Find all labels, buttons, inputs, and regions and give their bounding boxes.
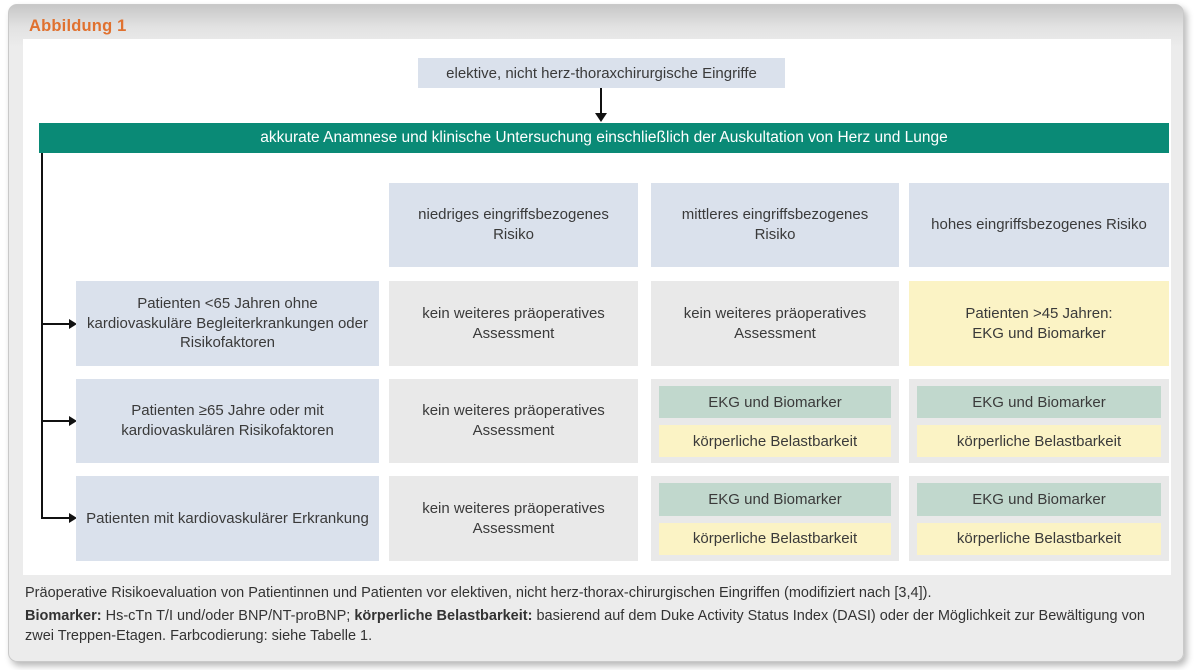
row3-high-risk-cell (909, 476, 1169, 561)
row3-medium-ekg-box: EKG und Biomarker (659, 483, 891, 516)
row2-medium-belastbarkeit-box: körperliche Belastbarkeit (659, 425, 891, 457)
row3-medium-belastbarkeit-box: körperliche Belastbarkeit (659, 523, 891, 556)
anamnesis-banner: akkurate Anamnese und klinische Untersuchung einschließlich der Auskultation von Herz und Lunge (39, 123, 1169, 153)
caption-belastbarkeit-term: körperliche Belastbarkeit: (354, 607, 533, 624)
column-header-medium-risk: mittleres eingriffsbezogenes Risiko (651, 183, 899, 267)
figure-card (8, 4, 1184, 662)
figure-caption (25, 583, 1173, 649)
column-header-low-risk: niedriges eingriffsbezogenes Risiko (389, 183, 638, 267)
row3-arrow (41, 517, 69, 519)
row1-high-line1: Patienten >45 Jahren: (965, 304, 1113, 322)
row2-low-risk-cell: kein weiteres präoperatives Assessment (389, 379, 638, 463)
row2-high-belastbarkeit-box: körperliche Belastbarkeit (917, 425, 1161, 457)
caption-line1: Präoperative Risikoevaluation von Patientinnen und Patienten vor elektiven, nicht herz-thorax-chirurgischen Eingriffen (modifiziert nach [3,4]). (25, 585, 932, 601)
row3-high-belastbarkeit-box: körperliche Belastbarkeit (917, 523, 1161, 556)
caption-biomarker-def: Hs-cTn T/I und/oder BNP/NT-proBNP; (101, 607, 355, 624)
row2-medium-ekg-box: EKG und Biomarker (659, 386, 891, 418)
row2-high-risk-cell (909, 379, 1169, 463)
row2-medium-risk-cell (651, 379, 899, 463)
row1-high-risk-text (965, 304, 1112, 344)
figure-header (29, 13, 127, 39)
row1-arrow (41, 323, 69, 325)
row2-arrow (41, 420, 69, 422)
caption-biomarker-term: Biomarker: (25, 607, 102, 624)
row3-high-ekg-box: EKG und Biomarker (917, 483, 1161, 516)
down-arrow (600, 88, 602, 114)
caption-line2 (25, 606, 1173, 647)
column-header-high-risk: hohes eingriffsbezogenes Risiko (909, 183, 1169, 267)
row3-low-risk-cell: kein weiteres präoperatives Assessment (389, 476, 638, 561)
row1-high-risk-cell (909, 281, 1169, 366)
row3-patient-group: Patienten mit kardiovaskulärer Erkrankung (76, 476, 379, 561)
top-box-elective-surgery: elektive, nicht herz-thoraxchirurgische Eingriffe (418, 58, 785, 88)
row1-medium-risk-cell: kein weiteres präoperatives Assessment (651, 281, 899, 366)
diagram-panel (23, 39, 1171, 575)
row1-low-risk-cell: kein weiteres präoperatives Assessment (389, 281, 638, 366)
row3-medium-risk-cell (651, 476, 899, 561)
caption-belastbarkeit-def: basierend auf dem Duke Activity Status Index (DASI) oder der Möglichkeit zur Bewältigung von zwei Treppen-Etagen. Farbcodierung: siehe Tabelle 1. (25, 607, 1145, 644)
figure-title: Abbildung 1 (29, 16, 127, 35)
row1-high-line2: EKG und Biomarker (972, 324, 1106, 342)
row2-patient-group: Patienten ≥65 Jahre oder mit kardiovaskulären Risikofaktoren (76, 379, 379, 463)
connector-trunk-line (41, 153, 43, 519)
row2-high-ekg-box: EKG und Biomarker (917, 386, 1161, 418)
row1-patient-group: Patienten <65 Jahren ohne kardiovaskuläre Begleiterkrankungen oder Risikofaktoren (76, 281, 379, 366)
